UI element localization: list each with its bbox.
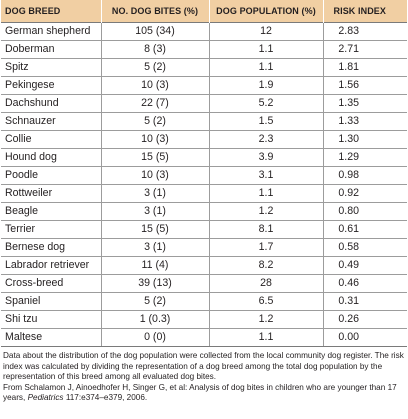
table-row [1, 95, 407, 113]
dog-breed-cell: Rottweiler [1, 185, 101, 203]
dog-population-cell: 3.1 [209, 167, 323, 185]
risk-index-cell: 0.92 [323, 185, 407, 203]
table-row [1, 41, 407, 59]
dog-bites-cell: 15 (5) [101, 149, 209, 167]
header-no-dog-bites: NO. DOG BITES (%) [101, 0, 209, 23]
risk-index-cell: 0.98 [323, 167, 407, 185]
dog-population-cell: 1.5 [209, 113, 323, 131]
dog-bites-cell: 3 (1) [101, 185, 209, 203]
table-row [1, 293, 407, 311]
table-row [1, 221, 407, 239]
dog-population-cell: 1.1 [209, 59, 323, 77]
header-dog-breed: DOG BREED [1, 0, 101, 23]
risk-index-cell: 1.35 [323, 95, 407, 113]
dog-bites-cell: 105 (34) [101, 23, 209, 41]
source-citation [3, 383, 405, 404]
dog-bites-cell: 10 (3) [101, 167, 209, 185]
dog-population-cell: 1.1 [209, 185, 323, 203]
dog-bites-cell: 39 (13) [101, 275, 209, 293]
dog-breed-cell: Labrador retriever [1, 257, 101, 275]
header-row [1, 0, 407, 23]
dog-bites-cell: 22 (7) [101, 95, 209, 113]
dog-population-cell: 28 [209, 275, 323, 293]
dog-bites-cell: 5 (2) [101, 59, 209, 77]
table-row [1, 23, 407, 41]
dog-population-cell: 3.9 [209, 149, 323, 167]
table-row [1, 149, 407, 167]
dog-breed-cell: Beagle [1, 203, 101, 221]
dog-bites-cell: 11 (4) [101, 257, 209, 275]
risk-index-cell: 1.81 [323, 59, 407, 77]
dog-breed-cell: German shepherd [1, 23, 101, 41]
dog-breed-cell: Doberman [1, 41, 101, 59]
table-row [1, 167, 407, 185]
table-header [1, 0, 407, 23]
risk-index-cell: 2.83 [323, 23, 407, 41]
dog-population-cell: 1.7 [209, 239, 323, 257]
dog-bites-cell: 1 (0.3) [101, 311, 209, 329]
dog-bites-cell: 0 (0) [101, 329, 209, 347]
table-row [1, 275, 407, 293]
risk-index-cell: 0.80 [323, 203, 407, 221]
table-body [1, 23, 407, 347]
table-row [1, 257, 407, 275]
table-row [1, 311, 407, 329]
dog-bites-cell: 8 (3) [101, 41, 209, 59]
dog-bites-cell: 5 (2) [101, 293, 209, 311]
dog-breed-cell: Spaniel [1, 293, 101, 311]
risk-index-cell: 1.33 [323, 113, 407, 131]
dog-breed-cell: Poodle [1, 167, 101, 185]
risk-index-cell: 0.61 [323, 221, 407, 239]
dog-breed-cell: Spitz [1, 59, 101, 77]
table-row [1, 185, 407, 203]
risk-index-cell: 0.26 [323, 311, 407, 329]
table-row [1, 113, 407, 131]
dog-breed-cell: Collie [1, 131, 101, 149]
source-citation-details: 117:e374–e379, 2006. [65, 393, 148, 403]
risk-index-cell: 1.56 [323, 77, 407, 95]
risk-index-cell: 0.49 [323, 257, 407, 275]
dog-breed-cell: Dachshund [1, 95, 101, 113]
dog-population-cell: 5.2 [209, 95, 323, 113]
risk-index-cell: 2.71 [323, 41, 407, 59]
dog-population-cell: 1.2 [209, 311, 323, 329]
table-row [1, 329, 407, 347]
dog-population-cell: 1.9 [209, 77, 323, 95]
risk-index-cell: 1.29 [323, 149, 407, 167]
table-footnotes [1, 351, 407, 404]
data-description-note: Data about the distribution of the dog population were collected from the local community dog register. The risk index was calculated by dividing the representation of a dog breed among the total dog population by the representation of this breed among all evaluated dog bites. [3, 351, 404, 382]
dog-breed-cell: Maltese [1, 329, 101, 347]
dog-population-cell: 6.5 [209, 293, 323, 311]
dog-bites-cell: 5 (2) [101, 113, 209, 131]
risk-index-cell: 1.30 [323, 131, 407, 149]
dog-population-cell: 1.1 [209, 329, 323, 347]
dog-bite-risk-table [1, 0, 407, 347]
table-row [1, 203, 407, 221]
table-row [1, 77, 407, 95]
document-page [1, 0, 407, 404]
dog-breed-cell: Schnauzer [1, 113, 101, 131]
dog-breed-cell: Terrier [1, 221, 101, 239]
table-row [1, 131, 407, 149]
risk-index-cell: 0.00 [323, 329, 407, 347]
dog-bites-cell: 10 (3) [101, 77, 209, 95]
risk-index-cell: 0.31 [323, 293, 407, 311]
dog-breed-cell: Cross-breed [1, 275, 101, 293]
dog-population-cell: 8.1 [209, 221, 323, 239]
dog-bites-cell: 3 (1) [101, 203, 209, 221]
dog-population-cell: 12 [209, 23, 323, 41]
dog-bites-cell: 3 (1) [101, 239, 209, 257]
dog-population-cell: 2.3 [209, 131, 323, 149]
source-citation-journal: Pediatrics [27, 393, 64, 403]
table-row [1, 59, 407, 77]
risk-index-cell: 0.46 [323, 275, 407, 293]
dog-bites-cell: 10 (3) [101, 131, 209, 149]
table-row [1, 239, 407, 257]
dog-breed-cell: Bernese dog [1, 239, 101, 257]
risk-index-cell: 0.58 [323, 239, 407, 257]
dog-bites-cell: 15 (5) [101, 221, 209, 239]
header-dog-population: DOG POPULATION (%) [209, 0, 323, 23]
dog-population-cell: 1.2 [209, 203, 323, 221]
dog-breed-cell: Shi tzu [1, 311, 101, 329]
header-risk-index: RISK INDEX [323, 0, 407, 23]
dog-population-cell: 1.1 [209, 41, 323, 59]
dog-breed-cell: Hound dog [1, 149, 101, 167]
dog-breed-cell: Pekingese [1, 77, 101, 95]
source-citation-authors: From Schalamon J, Ainoedhofer H, Singer G, et al: Analysis of dog bites in children who are younger than 17 years, [3, 382, 397, 403]
dog-population-cell: 8.2 [209, 257, 323, 275]
